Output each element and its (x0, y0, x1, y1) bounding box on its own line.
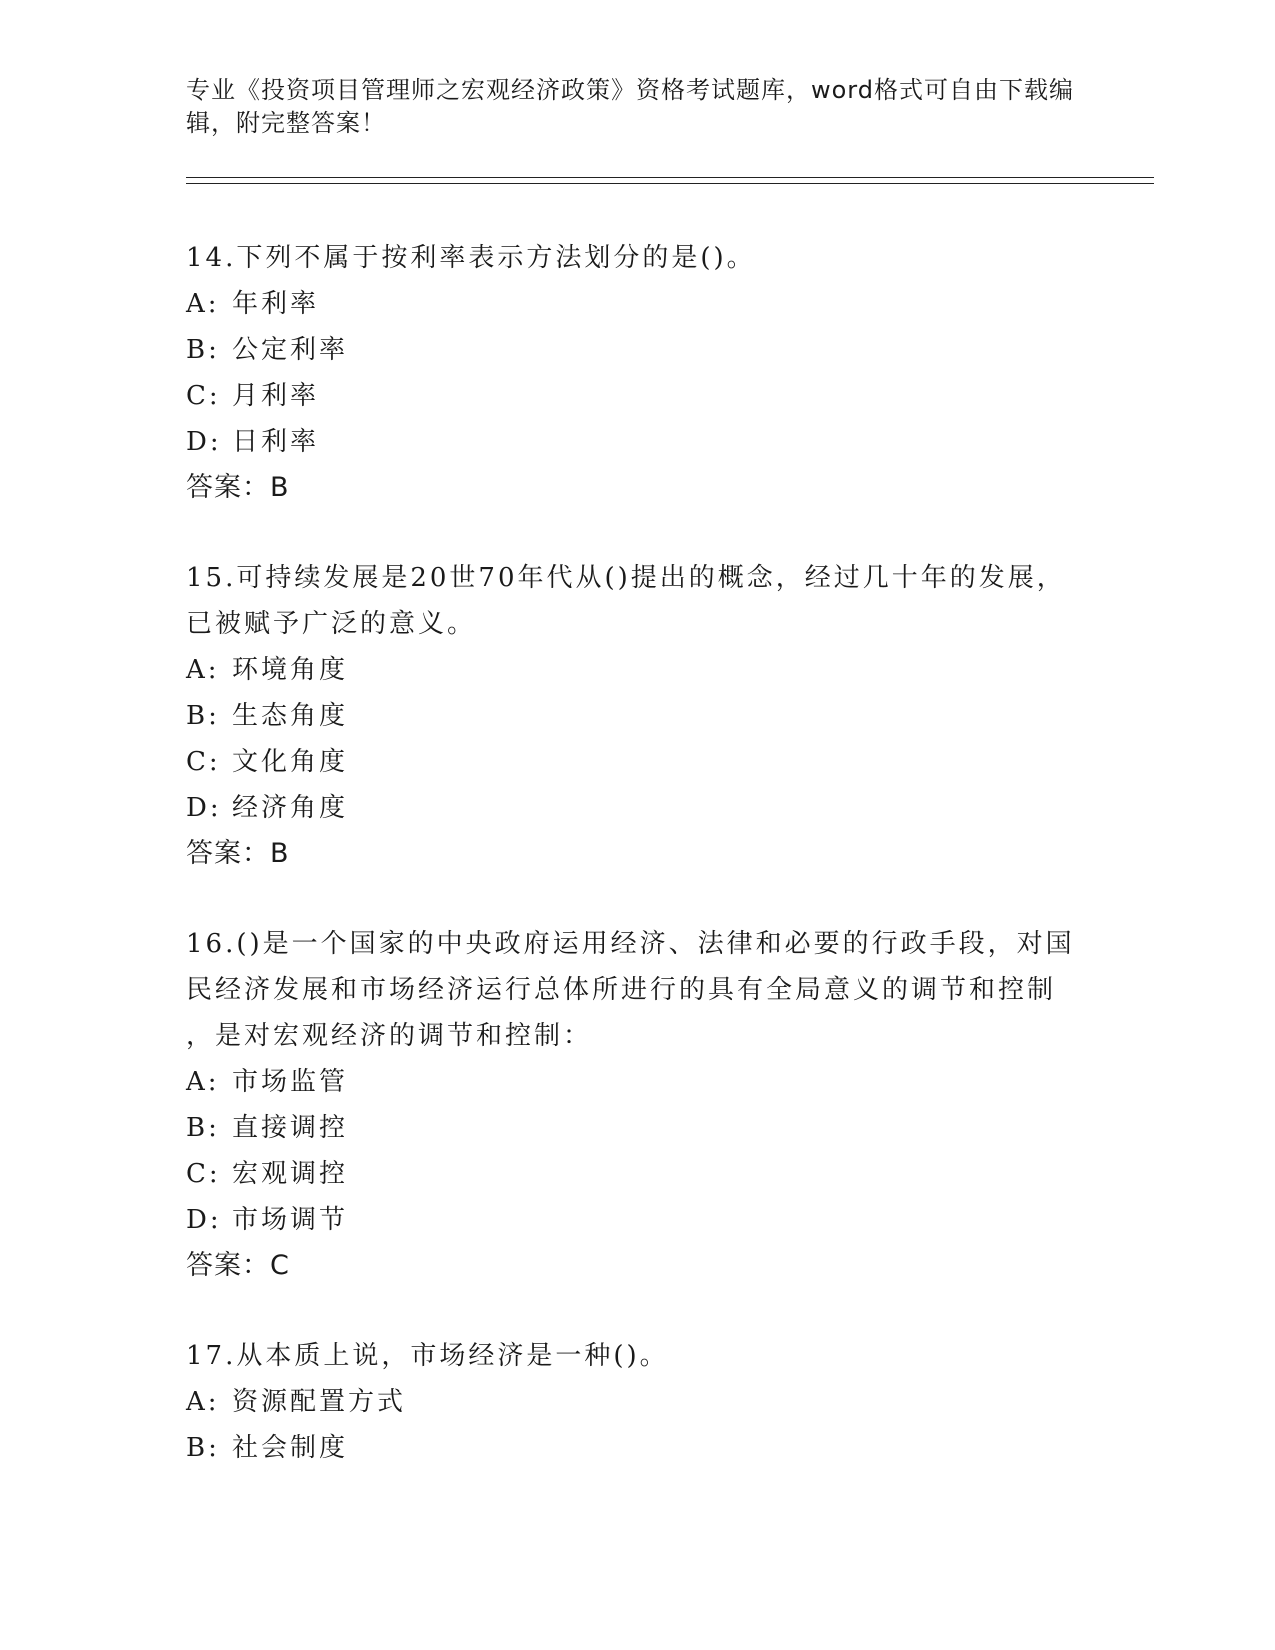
question-stem-line: 已被赋予广泛的意义。 (186, 609, 477, 639)
option-text: 日利率 (232, 427, 320, 457)
answer-option (186, 1151, 1086, 1197)
option-text: 宏观调控 (232, 1159, 349, 1189)
question-stem (186, 235, 1086, 281)
question-1 (186, 235, 1086, 511)
header-line-2: 辑，附完整答案！ (186, 109, 386, 137)
option-letter: D: (186, 1205, 222, 1235)
question-4 (186, 1333, 1086, 1471)
answer-option (186, 693, 1086, 739)
option-letter: A: (186, 1067, 220, 1097)
option-letter: C: (186, 381, 221, 411)
header-rule-bottom (186, 183, 1154, 184)
question-list (186, 235, 1086, 1515)
option-letter: A: (186, 1387, 220, 1417)
answer-option (186, 373, 1086, 419)
question-stem-line: 14.下列不属于按利率表示方法划分的是()。 (186, 243, 756, 273)
question-stem-line: 16.()是一个国家的中央政府运用经济、法律和必要的行政手段，对国 (186, 929, 1075, 959)
answer-option (186, 1379, 1086, 1425)
option-letter: A: (186, 289, 220, 319)
option-letter: B: (186, 1433, 220, 1463)
question-3 (186, 921, 1086, 1289)
option-letter: B: (186, 335, 220, 365)
answer-option (186, 1425, 1086, 1471)
question-stem-line: 15.可持续发展是20世70年代从()提出的概念，经过几十年的发展， (186, 563, 1066, 593)
answer-option (186, 281, 1086, 327)
option-text: 月利率 (232, 381, 320, 411)
answer-option (186, 785, 1086, 831)
option-text: 市场监管 (232, 1067, 349, 1097)
question-stem-line: 民经济发展和市场经济运行总体所进行的具有全局意义的调节和控制 (186, 975, 1057, 1005)
option-text: 文化角度 (232, 747, 349, 777)
answer-option (186, 1059, 1086, 1105)
option-text: 直接调控 (232, 1113, 349, 1143)
option-letter: A: (186, 655, 220, 685)
option-letter: B: (186, 1113, 220, 1143)
option-text: 环境角度 (232, 655, 349, 685)
question-stem-line: ，是对宏观经济的调节和控制： (186, 1021, 593, 1051)
page-header (186, 74, 1086, 140)
question-stem-line: 17.从本质上说，市场经济是一种()。 (186, 1341, 669, 1371)
option-letter: D: (186, 427, 222, 457)
question-stem (186, 555, 1086, 647)
question-2 (186, 555, 1086, 877)
answer-key: 答案：B (186, 472, 290, 503)
answer-key: 答案：C (186, 1250, 290, 1281)
header-rule-top (186, 177, 1154, 178)
question-stem (186, 921, 1086, 1059)
answer-key: 答案：B (186, 838, 290, 869)
answer-option (186, 1105, 1086, 1151)
option-text: 市场调节 (232, 1205, 349, 1235)
option-text: 经济角度 (232, 793, 349, 823)
answer-option (186, 647, 1086, 693)
option-letter: C: (186, 1159, 221, 1189)
answer-option (186, 739, 1086, 785)
option-letter: C: (186, 747, 221, 777)
answer-option (186, 1197, 1086, 1243)
option-text: 生态角度 (232, 701, 349, 731)
answer-option (186, 327, 1086, 373)
option-letter: D: (186, 793, 222, 823)
option-text: 社会制度 (232, 1433, 349, 1463)
question-stem (186, 1333, 1086, 1379)
option-text: 年利率 (232, 289, 320, 319)
header-line-1: 专业《投资项目管理师之宏观经济政策》资格考试题库，word格式可自由下载编 (186, 76, 1074, 104)
answer-option (186, 419, 1086, 465)
option-text: 资源配置方式 (232, 1387, 407, 1417)
option-text: 公定利率 (232, 335, 349, 365)
option-letter: B: (186, 701, 220, 731)
